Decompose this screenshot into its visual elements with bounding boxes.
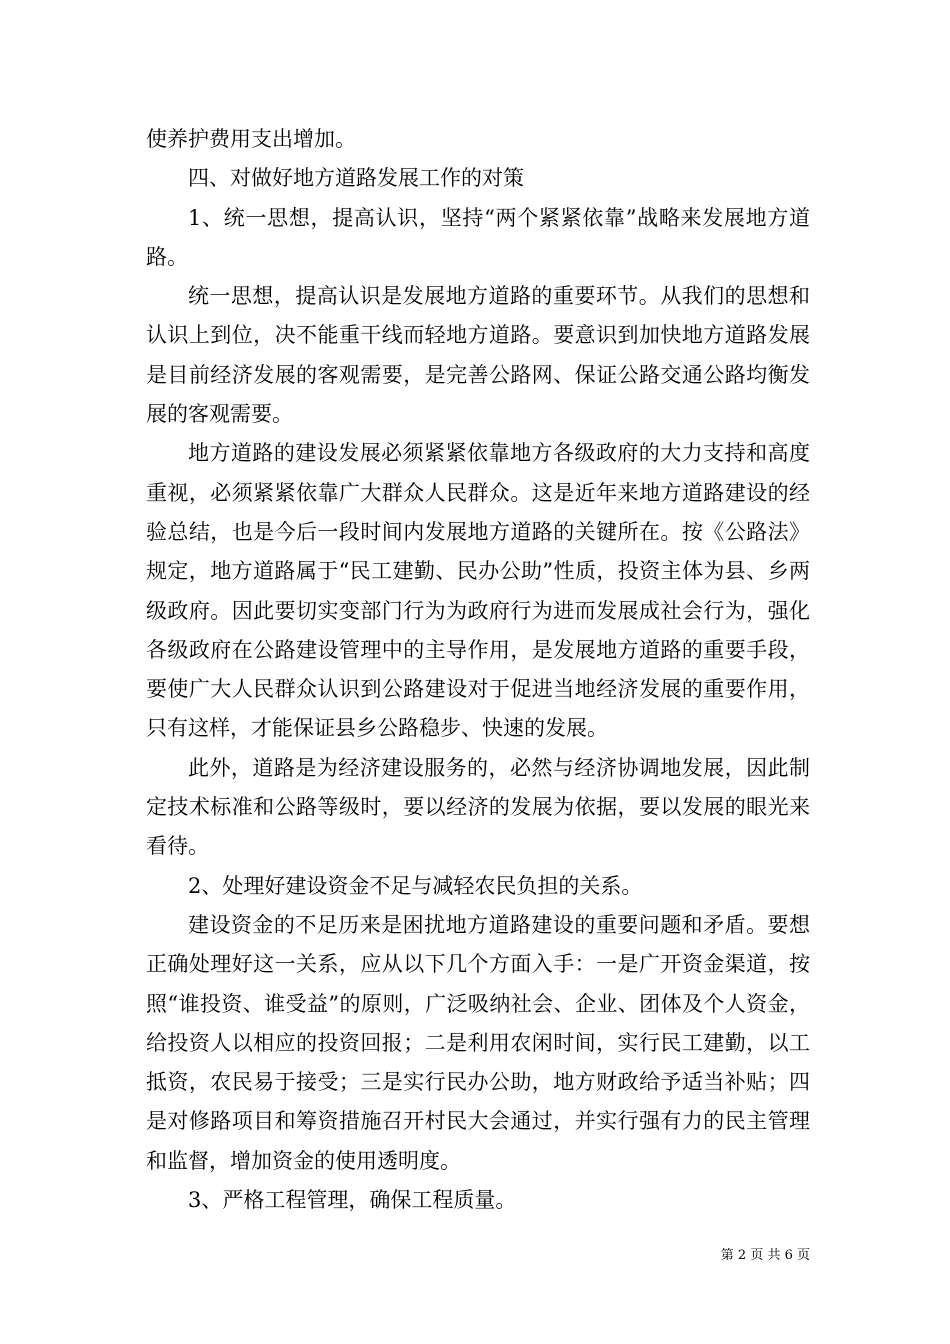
subheading-3: 3、严格工程管理，确保工程质量。 [188,1188,517,1213]
subheading-1: 1、统一思想，提高认识，坚持“两个紧紧依靠”战略来发展地方道路。 [146,205,810,269]
paragraph-funding: 建设资金的不足历来是困扰地方道路建设的重要问题和矛盾。要想正确处理好这一关系，应从以下几个方面入手：一是广开资金渠道，按照“谁投资、谁受益”的原则，广泛吸纳社会、企业、团体及个人资金，给投资人以相应的投资回报；二是利用农闲时间，实行民工建勤，以工抵资，农民易于接受；三是实行民办公助，地方财政给予适当补贴；四是对修路项目和筹资措施召开村民大会通过，并实行强有力的民主管理和监督，增加资金的使用透明度。 [146,912,810,1173]
page-number: 第 2 页 共 6 页 [720,1248,810,1263]
paragraph-1: 使养护费用支出增加。 [146,127,356,151]
paragraph-government-support: 地方道路的建设发展必须紧紧依靠地方各级政府的大力支持和高度重视，必须紧紧依靠广大群众人民群众。这是近年来地方道路建设的经验总结，也是今后一段时间内发展地方道路的关键所在。按《公路法》规定，地方道路属于“民工建勤、民办公助”性质，投资主体为县、乡两级政府。因此要切实变部门行为为政府行为进而发展成社会行为，强化各级政府在公路建设管理中的主导作用，是发展地方道路的重要手段，要使广大人民群众认识到公路建设对于促进当地经济发展的重要作用，只有这样，才能保证县乡公路稳步、快速的发展。 [146,441,810,741]
document-body [146,120,810,1220]
paragraph-economic-coordination: 此外，道路是为经济建设服务的，必然与经济协调地发展，因此制定技术标准和公路等级时，要以经济的发展为依据，要以发展的眼光来看待。 [146,755,810,859]
subheading-2: 2、处理好建设资金不足与减轻农民负担的关系。 [188,873,643,898]
section-heading-4: 四、对做好地方道路发展工作的对策 [188,166,524,191]
paragraph-unify-thinking: 统一思想，提高认识是发展地方道路的重要环节。从我们的思想和认识上到位，决不能重干线而轻地方道路。要意识到加快地方道路发展是目前经济发展的客观需要，是完善公路网、保证公路交通公路均衡发展的客观需要。 [146,284,810,427]
